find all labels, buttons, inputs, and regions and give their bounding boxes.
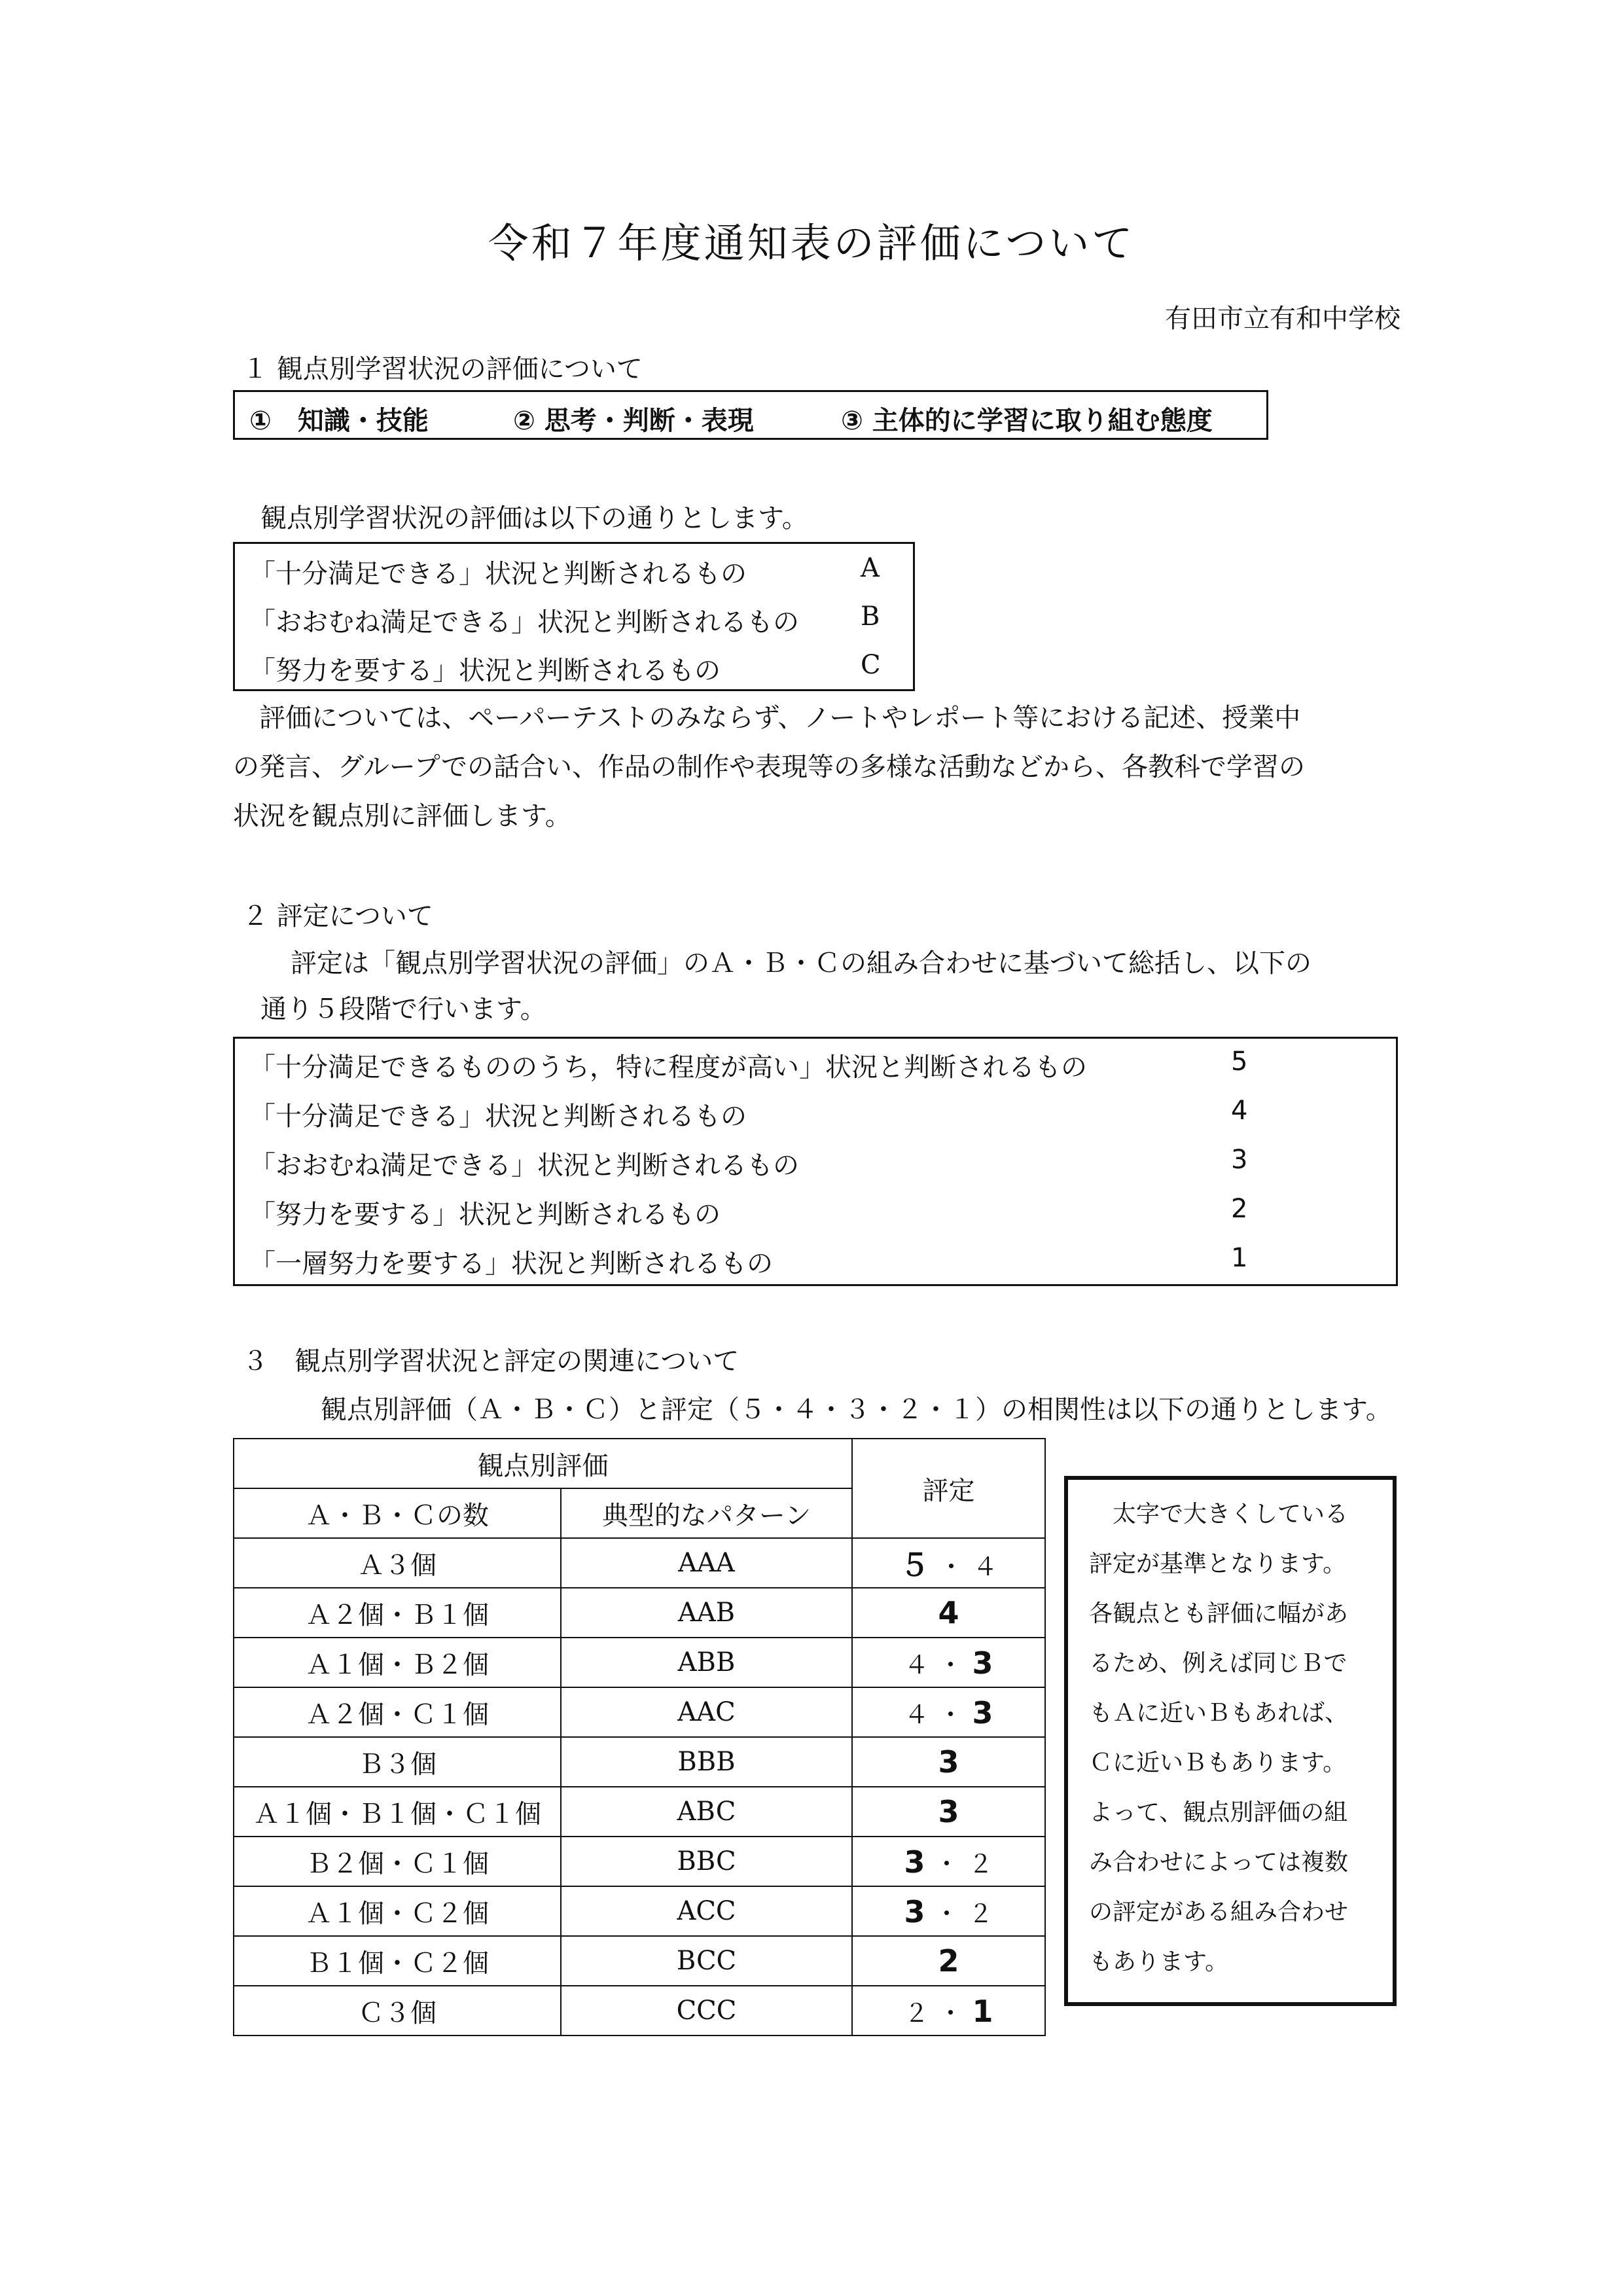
rating-primary: 3 [938, 1794, 959, 1829]
criteria-grade: B [861, 601, 880, 632]
table-row [234, 1538, 1045, 1588]
section2-heading: ２ 評定について [242, 901, 433, 931]
criteria-text: 「努力を要する」状況と判断されるもの [249, 656, 721, 686]
rating-text: 「十分満足できる」状況と判断されるもの [249, 1102, 747, 1132]
note-line: 太字で大きくしている [1089, 1501, 1349, 1528]
rating-cell [852, 1837, 1045, 1886]
ratings-box [233, 1037, 1398, 1286]
viewpoint-1: ① 知識・技能 [249, 406, 429, 436]
paragraph-line: の発言、グループでの話合い、作品の制作や表現等の多様な活動などから、各教科で学習の [233, 752, 1305, 782]
pattern-cell: ABB [561, 1638, 852, 1687]
table-row [234, 1787, 1045, 1837]
rating-separator: ・ [934, 1899, 959, 1928]
section3-heading: ３ 観点別学習状況と評定の関連について [242, 1346, 740, 1376]
table-row [234, 1936, 1045, 1986]
viewpoint-3: ③ 主体的に学習に取り組む態度 [841, 406, 1213, 436]
section2-intro-line2: 通り５段階で行います。 [260, 994, 546, 1024]
rating-secondary: ２ [968, 1849, 993, 1878]
table-group-header: 観点別評価 [234, 1439, 852, 1488]
pattern-cell: AAC [561, 1687, 852, 1737]
note-line: よって、観点別評価の組 [1089, 1799, 1348, 1826]
rating-separator: ・ [934, 1849, 959, 1878]
rating-secondary: 1 [972, 1993, 993, 2029]
rating-text: 「努力を要する」状況と判断されるもの [249, 1200, 721, 1230]
viewpoints-box [233, 390, 1268, 440]
count-cell: Ａ２個・Ｃ１個 [234, 1687, 561, 1737]
table-row [234, 1737, 1045, 1787]
table-row [234, 1837, 1045, 1886]
rating-value: 3 [1231, 1145, 1248, 1175]
section3-intro: 観点別評価（Ａ・Ｂ・Ｃ）と評定（５・４・３・２・１）の相関性は以下の通りとします。 [321, 1395, 1392, 1425]
table-row [234, 1588, 1045, 1638]
rating-primary: 3 [938, 1744, 959, 1780]
rating-primary: 3 [904, 1893, 925, 1929]
rating-value: 1 [1231, 1243, 1248, 1273]
rating-primary: 4 [938, 1595, 959, 1630]
school-name: 有田市立有和中学校 [1165, 304, 1400, 334]
pattern-cell: BBB [561, 1737, 852, 1787]
rating-secondary: ２ [968, 1899, 993, 1928]
rating-primary: ２ [904, 1998, 929, 2028]
criteria-text: 「おおむね満足できる」状況と判断されるもの [249, 607, 799, 637]
rating-separator: ・ [938, 1998, 963, 2028]
criteria-text: 「十分満足できる」状況と判断されるもの [249, 559, 747, 589]
criteria-grade: C [861, 650, 881, 680]
table-row [234, 1886, 1045, 1936]
rating-cell [852, 1538, 1045, 1588]
rating-primary: ５ [899, 1547, 930, 1583]
rating-secondary: 3 [972, 1695, 993, 1731]
section2-intro-line1: 評定は「観点別学習状況の評価」のＡ・Ｂ・Ｃの組み合わせに基づいて総括し、以下の [291, 948, 1311, 978]
note-line: の評定がある組み合わせ [1089, 1899, 1349, 1926]
rating-cell [852, 1737, 1045, 1787]
rating-cell [852, 1886, 1045, 1936]
rating-value: 4 [1231, 1096, 1248, 1126]
rating-primary: 3 [904, 1844, 925, 1880]
section1-heading: １ 観点別学習状況の評価について [242, 354, 643, 384]
table-row [234, 1986, 1045, 2036]
rating-text: 「一層努力を要する」状況と判断されるもの [249, 1249, 773, 1279]
criteria-grade: A [861, 553, 880, 583]
rating-primary: ４ [904, 1650, 929, 1679]
count-cell: Ｂ１個・Ｃ２個 [234, 1936, 561, 1986]
count-cell: Ａ３個 [234, 1538, 561, 1588]
count-cell: Ｃ３個 [234, 1986, 561, 2036]
paragraph-line: 評価については、ペーパーテストのみならず、ノートやレポート等における記述、授業中 [233, 703, 1301, 733]
viewpoint-2: ② 思考・判断・表現 [513, 406, 754, 436]
pattern-cell: AAA [561, 1538, 852, 1588]
count-cell: Ａ２個・Ｂ１個 [234, 1588, 561, 1638]
rating-separator: ・ [938, 1650, 963, 1679]
rating-cell [852, 1588, 1045, 1638]
rating-text: 「おおむね満足できる」状況と判断されるもの [249, 1151, 799, 1181]
table-header-pattern: 典型的なパターン [561, 1488, 852, 1538]
section1-intro: 観点別学習状況の評価は以下の通りとします。 [260, 503, 808, 533]
table-header-count: Ａ・Ｂ・Ｃの数 [234, 1488, 561, 1538]
table-row [234, 1687, 1045, 1737]
note-line: もあります。 [1089, 1948, 1229, 1975]
rating-text: 「十分満足できるもののうち，特に程度が高い」状況と判断されるもの [249, 1052, 1087, 1083]
count-cell: Ｂ２個・Ｃ１個 [234, 1837, 561, 1886]
pattern-cell: ACC [561, 1886, 852, 1936]
rating-value: 5 [1231, 1047, 1248, 1077]
rating-cell [852, 1986, 1045, 2036]
rating-primary: 2 [938, 1943, 959, 1979]
note-line: Ｃに近いＢもあります。 [1089, 1749, 1347, 1776]
rating-cell [852, 1638, 1045, 1687]
pattern-cell: ABC [561, 1787, 852, 1837]
pattern-cell: AAB [561, 1588, 852, 1638]
note-box [1064, 1476, 1397, 2006]
note-line: もＡに近いＢもあれば、 [1089, 1700, 1349, 1727]
table-row [234, 1638, 1045, 1687]
pattern-cell: CCC [561, 1986, 852, 2036]
page-title: 令和７年度通知表の評価について [488, 219, 1135, 267]
note-line: 評定が基準となります。 [1089, 1551, 1347, 1577]
correlation-table [233, 1438, 1046, 2036]
rating-cell [852, 1687, 1045, 1737]
note-line: 各観点とも評価に幅があ [1089, 1600, 1349, 1627]
pattern-cell: BBC [561, 1837, 852, 1886]
rating-secondary: 3 [972, 1645, 993, 1681]
rating-value: 2 [1231, 1194, 1248, 1224]
rating-separator: ・ [938, 1552, 964, 1581]
rating-separator: ・ [938, 1700, 963, 1729]
paragraph-line: 状況を観点別に評価します。 [233, 801, 571, 831]
pattern-cell: BCC [561, 1936, 852, 1986]
count-cell: Ａ１個・Ｂ２個 [234, 1638, 561, 1687]
criteria-box [233, 542, 915, 691]
count-cell: Ｂ３個 [234, 1737, 561, 1787]
table-header-rating: 評定 [852, 1439, 1045, 1538]
count-cell: Ａ１個・Ｂ１個・Ｃ１個 [234, 1787, 561, 1837]
count-cell: Ａ１個・Ｃ２個 [234, 1886, 561, 1936]
note-line: るため、例えば同じＢで [1089, 1650, 1347, 1677]
rating-cell [852, 1787, 1045, 1837]
rating-cell [852, 1936, 1045, 1986]
note-line: み合わせによっては複数 [1089, 1849, 1349, 1876]
rating-primary: ４ [904, 1700, 929, 1729]
rating-secondary: ４ [972, 1552, 998, 1581]
